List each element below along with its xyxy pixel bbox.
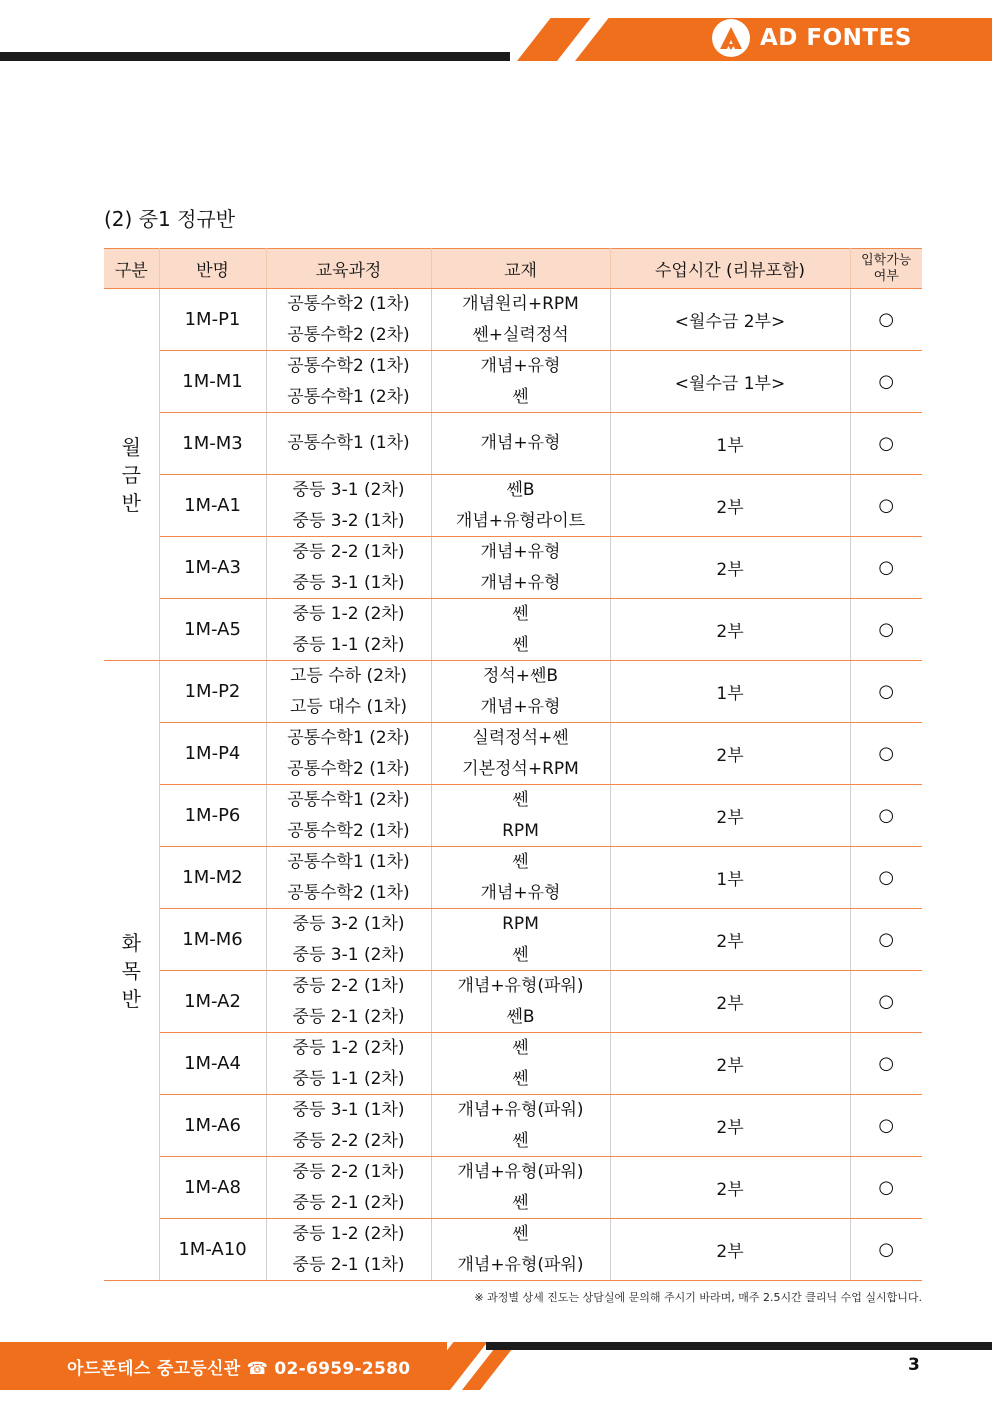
logo-text: AD FONTES	[760, 25, 912, 51]
table-row	[104, 1095, 922, 1157]
book-line: 개념+유형라이트	[455, 510, 586, 531]
table-row	[104, 475, 922, 537]
group-label-char: 화	[121, 930, 141, 955]
book-cell	[431, 1219, 610, 1281]
course-line: 공통수학2 (1차)	[287, 758, 410, 779]
table-row	[104, 847, 922, 909]
group-label-char: 금	[121, 462, 141, 487]
class-name: 1M-P2	[159, 661, 266, 723]
book-cell	[431, 847, 610, 909]
class-name: 1M-A4	[159, 1033, 266, 1095]
course-cell	[266, 1157, 431, 1219]
book-cell	[431, 351, 610, 413]
course-line: 중등 2-2 (2차)	[292, 1130, 405, 1151]
class-name: 1M-A3	[159, 537, 266, 599]
availability-mark: ○	[850, 847, 922, 909]
availability-mark: ○	[850, 909, 922, 971]
course-line: 공통수학2 (1차)	[287, 356, 410, 376]
availability-mark: ○	[850, 1157, 922, 1219]
course-cell	[266, 289, 431, 351]
course-line: 중등 2-2 (1차)	[292, 976, 405, 996]
col-header-group: 구분	[104, 249, 159, 289]
header-dark-bar	[0, 52, 510, 61]
brand-logo	[712, 19, 912, 57]
table-row	[104, 723, 922, 785]
book-line: 개념+유형	[480, 542, 561, 562]
table-header-row	[104, 249, 922, 289]
book-line: 쎈	[512, 1130, 529, 1151]
book-line: 실력정석+쎈	[472, 728, 569, 748]
class-name: 1M-P4	[159, 723, 266, 785]
class-time: 1부	[610, 847, 850, 909]
course-cell	[266, 1095, 431, 1157]
book-cell	[431, 1095, 610, 1157]
course-line: 중등 3-1 (2차)	[292, 480, 405, 500]
class-time: 2부	[610, 475, 850, 537]
course-cell	[266, 537, 431, 599]
book-line: 개념+유형	[480, 882, 561, 903]
book-cell	[431, 661, 610, 723]
availability-mark: ○	[850, 537, 922, 599]
course-cell	[266, 661, 431, 723]
book-line: RPM	[502, 914, 539, 934]
course-line: 중등 1-1 (2차)	[292, 634, 405, 655]
class-time: 2부	[610, 1095, 850, 1157]
table-row	[104, 1219, 922, 1281]
table-row	[104, 971, 922, 1033]
book-line: 쎈	[512, 1224, 529, 1244]
class-name: 1M-P1	[159, 289, 266, 351]
class-name: 1M-A8	[159, 1157, 266, 1219]
class-name: 1M-A6	[159, 1095, 266, 1157]
course-line: 중등 1-2 (2차)	[292, 604, 405, 624]
class-time: 2부	[610, 1219, 850, 1281]
footer-contact: 아드폰테스 중고등신관 ☎ 02-6959-2580	[67, 1359, 411, 1379]
course-cell	[266, 971, 431, 1033]
col-header-availability-line1: 입학가능	[861, 252, 912, 268]
table-row	[104, 785, 922, 847]
course-line: 중등 3-2 (1차)	[292, 510, 405, 531]
course-line: 공통수학1 (2차)	[287, 728, 410, 748]
book-line: RPM	[502, 820, 539, 841]
course-line: 공통수학2 (1차)	[287, 294, 410, 314]
availability-mark: ○	[850, 475, 922, 537]
course-line: 중등 3-1 (1차)	[292, 572, 405, 593]
footnote: ※ 과정별 상세 진도는 상담실에 문의해 주시기 바라며, 매주 2.5시간 클리닉 수업 실시합니다.	[474, 1291, 922, 1304]
table-row	[104, 599, 922, 661]
course-line: 공통수학2 (1차)	[287, 820, 410, 841]
book-cell	[431, 909, 610, 971]
course-line: 중등 2-1 (2차)	[292, 1006, 405, 1027]
availability-mark: ○	[850, 661, 922, 723]
class-time: 2부	[610, 723, 850, 785]
group-label	[104, 661, 159, 1281]
col-header-course: 교육과정	[266, 249, 431, 289]
book-line: 기본정석+RPM	[462, 758, 579, 779]
course-line: 중등 1-2 (2차)	[292, 1224, 405, 1244]
class-name: 1M-A10	[159, 1219, 266, 1281]
class-time: 2부	[610, 1157, 850, 1219]
class-time: 2부	[610, 971, 850, 1033]
course-line: 공통수학1 (1차)	[287, 852, 410, 872]
book-line: 쎈B	[506, 480, 535, 500]
book-cell	[431, 1033, 610, 1095]
course-cell	[266, 413, 431, 475]
book-cell	[431, 971, 610, 1033]
book-cell	[431, 289, 610, 351]
course-line: 중등 1-2 (2차)	[292, 1038, 405, 1058]
class-time: 2부	[610, 785, 850, 847]
col-header-availability-line2: 여부	[873, 268, 899, 284]
book-line: 쎈	[512, 944, 529, 965]
availability-mark: ○	[850, 971, 922, 1033]
course-line: 중등 2-1 (2차)	[292, 1192, 405, 1213]
book-line: 쎈	[512, 790, 529, 810]
book-line: 개념원리+RPM	[462, 294, 579, 314]
class-name: 1M-M3	[159, 413, 266, 475]
course-line: 중등 3-1 (2차)	[292, 944, 405, 965]
course-line: 공통수학2 (2차)	[287, 324, 410, 345]
group-label-char: 반	[121, 490, 141, 515]
table-row	[104, 351, 922, 413]
col-header-class: 반명	[159, 249, 266, 289]
book-line: 개념+유형	[480, 356, 561, 376]
class-name: 1M-M2	[159, 847, 266, 909]
class-time: <월수금 2부>	[610, 289, 850, 351]
class-name: 1M-M6	[159, 909, 266, 971]
book-cell	[431, 475, 610, 537]
group-label	[104, 289, 159, 661]
class-time: 1부	[610, 661, 850, 723]
course-cell	[266, 1033, 431, 1095]
course-cell	[266, 475, 431, 537]
class-time: <월수금 1부>	[610, 351, 850, 413]
course-line: 중등 2-2 (1차)	[292, 542, 405, 562]
book-cell	[431, 723, 610, 785]
book-line: 쎈	[512, 1068, 529, 1089]
book-line: 개념+유형	[480, 696, 561, 717]
course-line: 공통수학2 (1차)	[287, 882, 410, 903]
group-label-char: 목	[121, 958, 141, 983]
col-header-time: 수업시간 (리뷰포함)	[610, 249, 850, 289]
availability-mark: ○	[850, 1219, 922, 1281]
book-line: 개념+유형(파워)	[457, 1100, 584, 1120]
table-row	[104, 1157, 922, 1219]
course-cell	[266, 723, 431, 785]
book-line: 개념+유형(파워)	[457, 1254, 584, 1275]
class-time: 2부	[610, 599, 850, 661]
group-label-char: 월	[121, 434, 141, 459]
group-label-char: 반	[121, 986, 141, 1011]
schedule-table	[104, 248, 922, 1281]
book-line: 개념+유형(파워)	[457, 976, 584, 996]
table-row	[104, 909, 922, 971]
course-line: 공통수학1 (2차)	[287, 790, 410, 810]
col-header-availability	[850, 249, 922, 289]
availability-mark: ○	[850, 599, 922, 661]
ad-fontes-logo-icon	[712, 19, 750, 57]
book-line: 쎈	[512, 1038, 529, 1058]
book-line: 쎈	[512, 634, 529, 655]
course-line: 고등 수하 (2차)	[290, 666, 407, 686]
course-cell	[266, 785, 431, 847]
course-cell	[266, 599, 431, 661]
col-header-book: 교재	[431, 249, 610, 289]
availability-mark: ○	[850, 785, 922, 847]
book-line: 개념+유형	[480, 572, 561, 593]
book-line: 정석+쎈B	[482, 666, 559, 686]
book-line: 쎈	[512, 604, 529, 624]
availability-mark: ○	[850, 413, 922, 475]
availability-mark: ○	[850, 289, 922, 351]
book-line: 쎈B	[506, 1006, 535, 1027]
page-number: 3	[908, 1355, 920, 1375]
class-name: 1M-A1	[159, 475, 266, 537]
book-line: 개념+유형(파워)	[457, 1162, 584, 1182]
course-line: 중등 1-1 (2차)	[292, 1068, 405, 1089]
course-line: 고등 대수 (1차)	[290, 696, 407, 717]
class-time: 2부	[610, 909, 850, 971]
course-line: 공통수학1 (1차)	[287, 433, 410, 454]
class-time: 2부	[610, 1033, 850, 1095]
availability-mark: ○	[850, 351, 922, 413]
book-cell	[431, 785, 610, 847]
book-cell	[431, 1157, 610, 1219]
course-line: 중등 3-2 (1차)	[292, 914, 405, 934]
class-time: 2부	[610, 537, 850, 599]
book-cell	[431, 537, 610, 599]
book-line: 쎈	[512, 852, 529, 872]
class-name: 1M-A5	[159, 599, 266, 661]
book-line: 쎈+실력정석	[472, 324, 569, 345]
course-line: 공통수학1 (2차)	[287, 386, 410, 407]
table-row	[104, 1033, 922, 1095]
availability-mark: ○	[850, 723, 922, 785]
class-time: 1부	[610, 413, 850, 475]
book-cell	[431, 599, 610, 661]
book-line: 개념+유형	[480, 433, 561, 454]
availability-mark: ○	[850, 1095, 922, 1157]
book-line: 쎈	[512, 1192, 529, 1213]
course-line: 중등 3-1 (1차)	[292, 1100, 405, 1120]
book-line: 쎈	[512, 386, 529, 407]
footer-dark-bar	[486, 1342, 992, 1350]
course-cell	[266, 847, 431, 909]
availability-mark: ○	[850, 1033, 922, 1095]
book-cell	[431, 413, 610, 475]
class-name: 1M-A2	[159, 971, 266, 1033]
section-title: (2) 중1 정규반	[104, 207, 236, 231]
course-cell	[266, 1219, 431, 1281]
course-cell	[266, 909, 431, 971]
class-name: 1M-M1	[159, 351, 266, 413]
table-row	[104, 289, 922, 351]
class-name: 1M-P6	[159, 785, 266, 847]
course-line: 중등 2-1 (1차)	[292, 1254, 405, 1275]
course-line: 중등 2-2 (1차)	[292, 1162, 405, 1182]
table-row	[104, 537, 922, 599]
course-cell	[266, 351, 431, 413]
table-row	[104, 413, 922, 475]
table-row	[104, 661, 922, 723]
